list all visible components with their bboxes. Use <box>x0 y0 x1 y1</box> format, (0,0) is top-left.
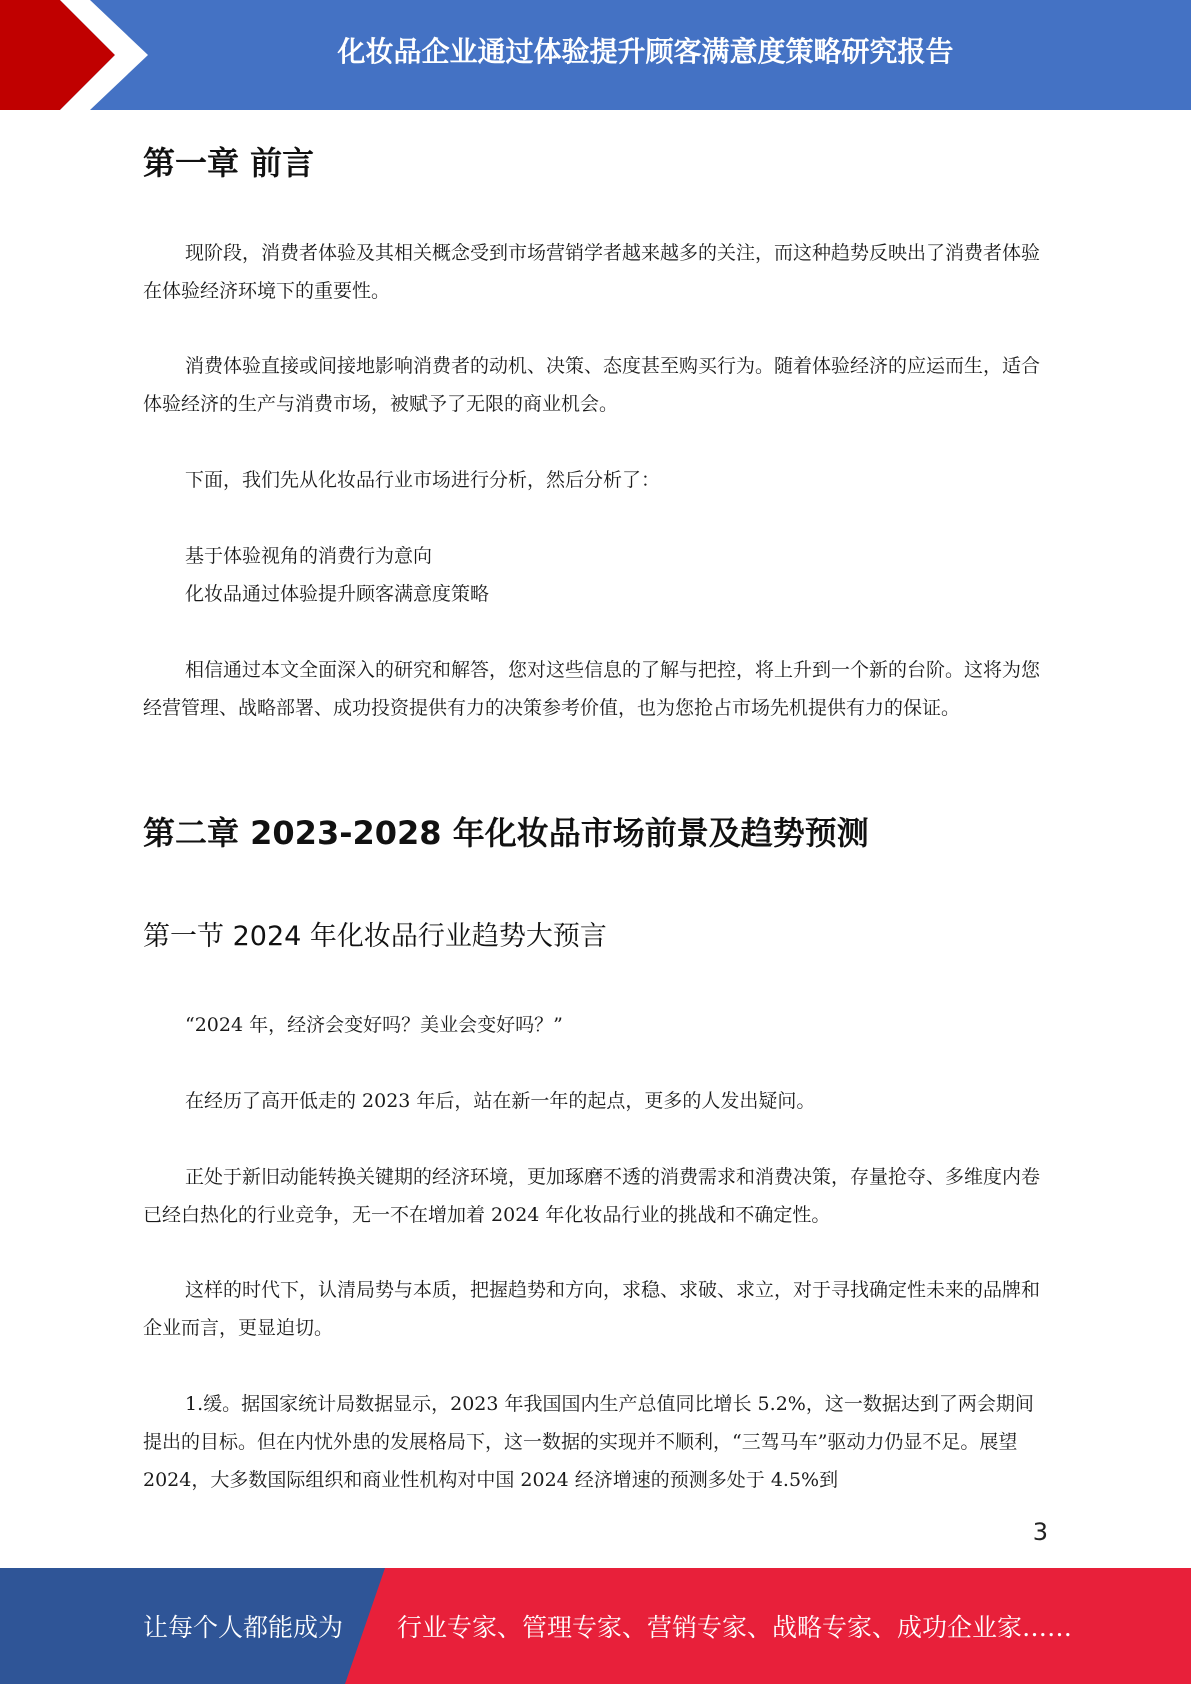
paragraph: 这样的时代下，认清局势与本质，把握趋势和方向，求稳、求破、求立，对于寻找确定性未来的品牌和企业而言，更显迫切。 <box>143 1279 1041 1339</box>
quote-paragraph: “2024 年，经济会变好吗？美业会变好吗？” <box>185 1014 563 1036</box>
paragraph: 1.缓。据国家统计局数据显示，2023 年我国国内生产总值同比增长 5.2%，这一数据达到了两会期间提出的目标。但在内忧外患的发展格局下，这一数据的实现并不顺利，“三驾马车”驱动力仍显不足。展望 2024，大多数国际组织和商业性机构对中国 2024 经济增速的预测多处于 4.5%到 <box>143 1393 1034 1491</box>
footer-slogan-right: 行业专家、管理专家、营销专家、战略专家、成功企业家…… <box>397 1613 1073 1642</box>
footer-slogan-left: 让每个人都能成为 <box>143 1613 344 1642</box>
footer-banner <box>0 1568 1191 1684</box>
report-title: 化妆品企业通过体验提升顾客满意度策略研究报告 <box>337 35 954 68</box>
paragraph: 现阶段，消费者体验及其相关概念受到市场营销学者越来越多的关注，而这种趋势反映出了消费者体验在体验经济环境下的重要性。 <box>143 242 1041 302</box>
section-heading: 第一节 2024 年化妆品行业趋势大预言 <box>143 921 607 952</box>
paragraph: 下面，我们先从化妆品行业市场进行分析，然后分析了： <box>185 469 661 491</box>
paragraph: 正处于新旧动能转换关键期的经济环境，更加琢磨不透的消费需求和消费决策，存量抢夺、多维度内卷已经白热化的行业竞争，无一不在增加着 2024 年化妆品行业的挑战和不确定性。 <box>143 1166 1041 1226</box>
list-item: 基于体验视角的消费行为意向 <box>185 545 433 567</box>
page-number: 3 <box>1032 1518 1048 1546</box>
chapter-2-heading: 第二章 2023-2028 年化妆品市场前景及趋势预测 <box>143 814 869 852</box>
chapter-1-heading: 第一章 前言 <box>143 144 315 182</box>
header-arrow-decoration <box>0 0 160 110</box>
list-item: 化妆品通过体验提升顾客满意度策略 <box>185 583 490 605</box>
paragraph: 消费体验直接或间接地影响消费者的动机、决策、态度甚至购买行为。随着体验经济的应运而生，适合体验经济的生产与消费市场，被赋予了无限的商业机会。 <box>143 355 1041 415</box>
paragraph: 在经历了高开低走的 2023 年后，站在新一年的起点，更多的人发出疑问。 <box>185 1090 816 1112</box>
paragraph: 相信通过本文全面深入的研究和解答，您对这些信息的了解与把控，将上升到一个新的台阶。这将为您经营管理、战略部署、成功投资提供有力的决策参考价值，也为您抢占市场先机提供有力的保证。 <box>143 659 1041 719</box>
